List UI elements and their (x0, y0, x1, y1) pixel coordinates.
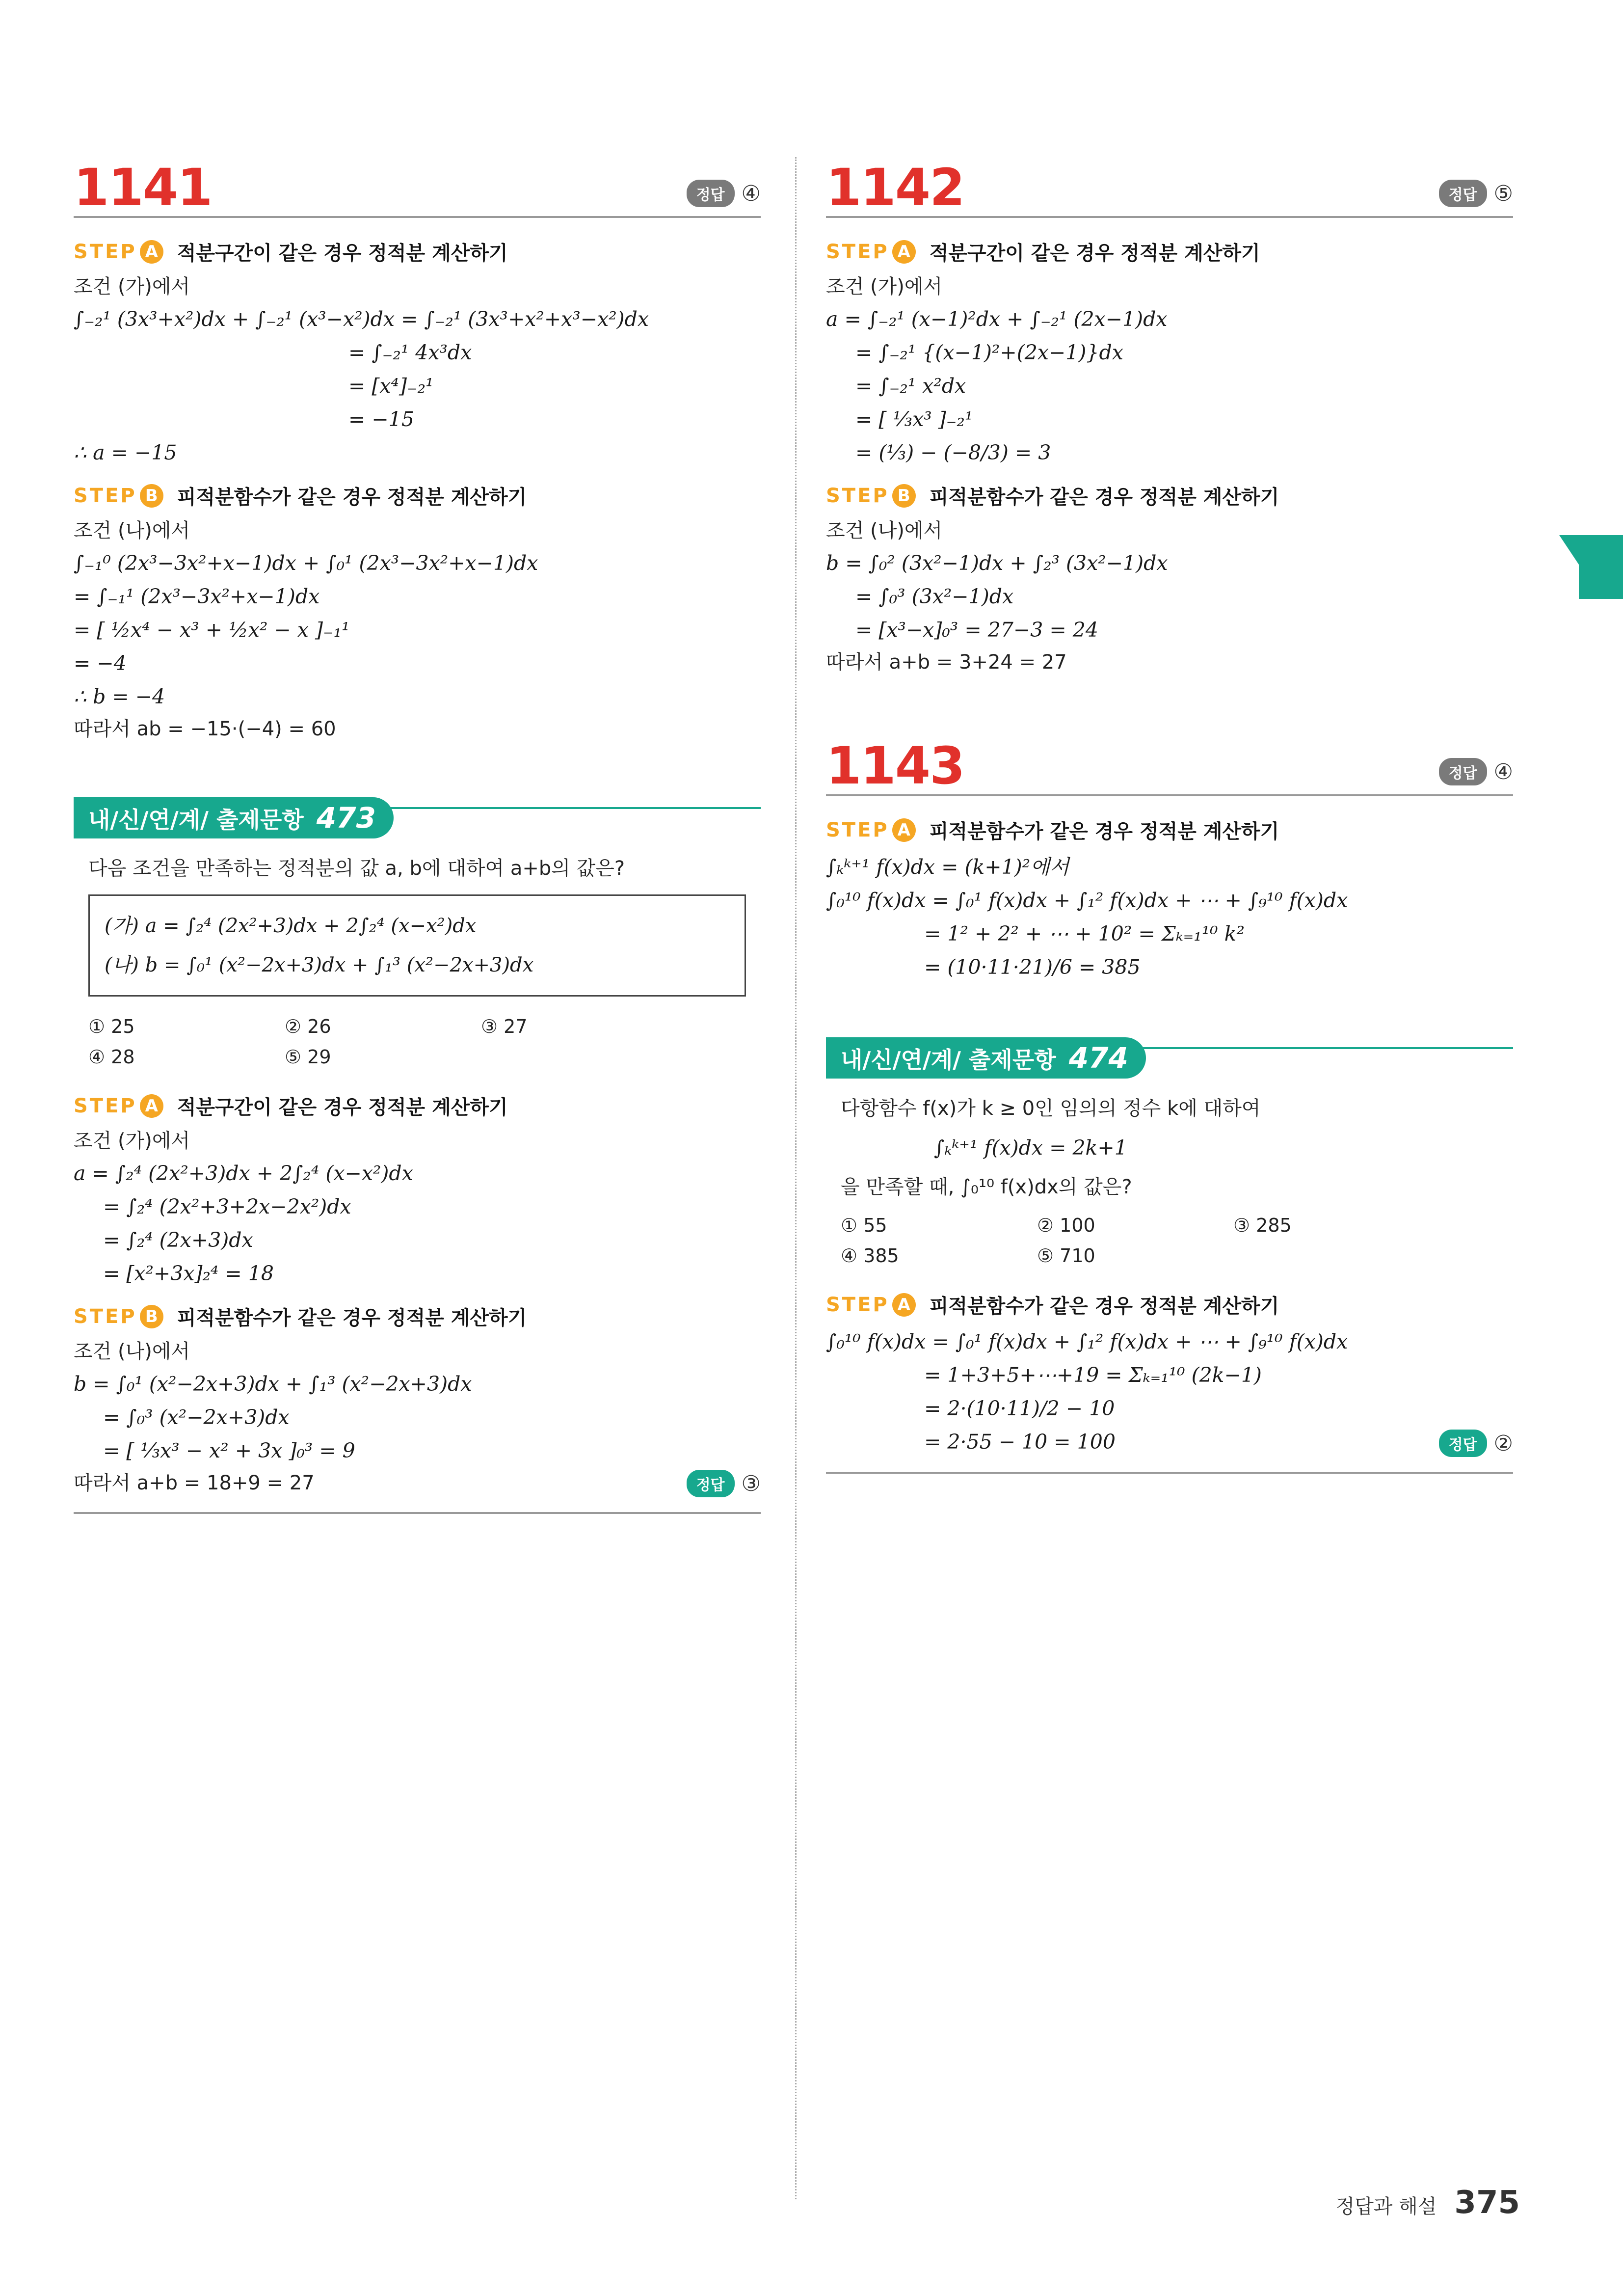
question-header-1143 (826, 730, 1513, 796)
step-letter-icon: B (140, 1305, 163, 1328)
math-intro: ∫ₖᵏ⁺¹ f(x)dx = (k+1)²에서 (826, 855, 1069, 879)
step-label: STEP (74, 240, 137, 263)
math-line: = ∫₂⁴ (2x²+3+2x−2x²)dx (103, 1195, 351, 1218)
step-letter-icon: A (140, 240, 163, 264)
math-line: = [x⁴]₋₂¹ (348, 374, 434, 398)
answer-tag (687, 180, 761, 207)
math-line: = ∫₂⁴ (2x+3)dx (103, 1228, 253, 1252)
step-letter-icon: B (892, 484, 916, 508)
choice-item: ① 55 (841, 1215, 887, 1236)
step-label: STEP (826, 1293, 889, 1316)
math-conclusion: ∴ a = −15 (74, 441, 177, 464)
condition-intro: 조건 (가)에서 (826, 275, 943, 298)
related-problem-banner (826, 1037, 1513, 1081)
step-label: STEP (74, 484, 137, 507)
math-line: ∫₋₂¹ (3x³+x²)dx + ∫₋₂¹ (x³−x²)dx = ∫₋₂¹ (3x³+x²+x³−x²)dx (74, 307, 649, 331)
math-line: = [x²+3x]₂⁴ = 18 (103, 1262, 274, 1285)
answer-badge: 정답 (1439, 758, 1487, 785)
question-number: 1143 (826, 736, 964, 796)
math-line: a = ∫₋₂¹ (x−1)²dx + ∫₋₂¹ (2x−1)dx (826, 307, 1168, 331)
math-line: = [x³−x]₀³ = 27−3 = 24 (855, 618, 1098, 642)
math-conclusion: ∴ b = −4 (74, 685, 165, 708)
step-label: STEP (826, 240, 889, 263)
final-answer-row (826, 1426, 1513, 1474)
step-a-heading (826, 816, 1513, 844)
banner-number: 473 (316, 801, 376, 835)
math-line: = ∫₋₂¹ 4x³dx (348, 341, 472, 364)
choice-item: ② 26 (285, 1016, 331, 1037)
math-line: = 1² + 2² + ⋯ + 10² = Σₖ₌₁¹⁰ k² (924, 922, 1245, 945)
banner-number: 474 (1068, 1041, 1128, 1075)
math-line: b = ∫₀¹ (x²−2x+3)dx + ∫₁³ (x²−2x+3)dx (74, 1372, 472, 1396)
choice-item: ① 25 (88, 1016, 135, 1037)
step-title: 적분구간이 같은 경우 정적분 계산하기 (177, 242, 508, 265)
condition-line: (나) b = ∫₀¹ (x²−2x+3)dx + ∫₁³ (x²−2x+3)dx (105, 954, 534, 976)
banner-label (826, 1037, 1146, 1079)
question-header-1142 (826, 152, 1513, 218)
chapter-tab (1579, 535, 1623, 599)
question-number: 1141 (74, 158, 212, 217)
answer-choices (88, 1011, 746, 1072)
answer-value: ④ (741, 181, 761, 206)
math-line: b = ∫₀² (3x²−1)dx + ∫₂³ (3x²−1)dx (826, 551, 1168, 575)
math-line: = 2·(10·11)/2 − 10 (924, 1397, 1115, 1420)
condition-intro: 조건 (나)에서 (74, 1340, 190, 1363)
step-a-heading (74, 1092, 761, 1120)
math-line: = 2·55 − 10 = 100 (924, 1430, 1116, 1454)
math-line: = ∫₋₂¹ x²dx (855, 374, 966, 398)
math-line: = [ ⅓x³ − x² + 3x ]₀³ = 9 (103, 1439, 355, 1462)
choice-item: ③ 27 (481, 1016, 528, 1037)
math-line: = ∫₀³ (3x²−1)dx (855, 585, 1014, 608)
left-column (74, 152, 761, 1514)
step-title: 적분구간이 같은 경우 정적분 계산하기 (177, 1096, 508, 1119)
right-column (826, 152, 1513, 1474)
step-title: 적분구간이 같은 경우 정적분 계산하기 (929, 242, 1260, 265)
math-line: a = ∫₂⁴ (2x²+3)dx + 2∫₂⁴ (x−x²)dx (74, 1162, 413, 1185)
step-title: 피적분함수가 같은 경우 정적분 계산하기 (177, 1307, 527, 1329)
page-footer (1335, 2185, 1520, 2221)
banner-text: 내/신/연/계/ 출제문항 (841, 1047, 1056, 1073)
step-letter-icon: A (892, 1293, 916, 1317)
choice-item: ⑤ 29 (285, 1046, 331, 1068)
math-line: = (10·11·21)/6 = 385 (924, 955, 1141, 979)
answer-value: ⑤ (1493, 181, 1513, 206)
condition-intro: 조건 (가)에서 (74, 275, 190, 298)
math-line: = [ ⅓x³ ]₋₂¹ (855, 407, 973, 431)
problem-statement-2: 을 만족할 때, ∫₀¹⁰ f(x)dx의 값은? (841, 1176, 1132, 1198)
step-title: 피적분함수가 같은 경우 정적분 계산하기 (929, 1295, 1279, 1318)
related-problem-banner (74, 797, 761, 841)
answer-badge: 정답 (687, 180, 735, 207)
final-answer-row (74, 1469, 761, 1514)
step-letter-icon: A (140, 1094, 163, 1118)
answer-value: ② (1493, 1431, 1513, 1456)
final-answer-text: 따라서 a+b = 3+24 = 27 (826, 651, 1067, 674)
math-line: ∫₀¹⁰ f(x)dx = ∫₀¹ f(x)dx + ∫₁² f(x)dx + ⋯ + ∫₉¹⁰ f(x)dx (826, 889, 1348, 912)
answer-tag (1439, 758, 1513, 785)
step-b-heading (826, 482, 1513, 510)
math-line: = (⅓) − (−8/3) = 3 (855, 441, 1051, 464)
answer-choices (841, 1210, 1498, 1271)
answer-badge: 정답 (1439, 1430, 1487, 1457)
step-title: 피적분함수가 같은 경우 정적분 계산하기 (929, 486, 1279, 509)
step-a-heading (826, 1291, 1513, 1319)
footer-label: 정답과 해설 (1335, 2195, 1437, 2218)
math-line: = 1+3+5+⋯+19 = Σₖ₌₁¹⁰ (2k−1) (924, 1363, 1262, 1387)
condition-intro: 조건 (나)에서 (74, 519, 190, 542)
math-line: ∫₀¹⁰ f(x)dx = ∫₀¹ f(x)dx + ∫₁² f(x)dx + ⋯ + ∫₉¹⁰ f(x)dx (826, 1330, 1348, 1353)
answer-value: ④ (1493, 759, 1513, 784)
math-line: = −4 (74, 651, 127, 675)
column-divider (795, 157, 797, 2199)
math-line: = −15 (348, 407, 414, 431)
condition-intro: 조건 (가)에서 (74, 1130, 190, 1152)
question-header-1141 (74, 152, 761, 218)
step-a-heading (74, 238, 761, 266)
question-number: 1142 (826, 158, 964, 217)
choice-item: ⑤ 710 (1037, 1245, 1095, 1267)
problem-statement: 다항함수 f(x)가 k ≥ 0인 임의의 정수 k에 대하여 (841, 1097, 1261, 1120)
banner-text: 내/신/연/계/ 출제문항 (88, 807, 304, 833)
step-title: 피적분함수가 같은 경우 정적분 계산하기 (929, 820, 1279, 843)
math-line: = ∫₋₁¹ (2x³−3x²+x−1)dx (74, 585, 320, 608)
math-line: ∫₋₁⁰ (2x³−3x²+x−1)dx + ∫₀¹ (2x³−3x²+x−1)dx (74, 551, 538, 575)
condition-intro: 조건 (나)에서 (826, 519, 943, 542)
answer-tag (1439, 180, 1513, 207)
banner-label (74, 797, 394, 838)
math-line: = ∫₋₂¹ {(x−1)²+(2x−1)}dx (855, 341, 1123, 364)
answer-tag (1439, 1430, 1513, 1457)
step-title: 피적분함수가 같은 경우 정적분 계산하기 (177, 486, 527, 509)
final-answer-text: 따라서 a+b = 18+9 = 27 (74, 1472, 315, 1494)
step-b-heading (74, 482, 761, 510)
step-b-heading (74, 1302, 761, 1330)
choice-item: ② 100 (1037, 1215, 1095, 1236)
math-line: = ∫₀³ (x²−2x+3)dx (103, 1405, 290, 1429)
step-letter-icon: A (892, 240, 916, 264)
step-letter-icon: A (892, 818, 916, 842)
step-a-heading (826, 238, 1513, 266)
given-equation: ∫ₖᵏ⁺¹ f(x)dx = 2k+1 (934, 1136, 1127, 1160)
answer-badge: 정답 (1439, 180, 1487, 207)
math-line: = [ ½x⁴ − x³ + ½x² − x ]₋₁¹ (74, 618, 350, 642)
condition-line: (가) a = ∫₂⁴ (2x²+3)dx + 2∫₂⁴ (x−x²)dx (105, 915, 477, 937)
condition-box (88, 894, 746, 997)
step-label: STEP (74, 1305, 137, 1328)
problem-statement: 다음 조건을 만족하는 정적분의 값 a, b에 대하여 a+b의 값은? (88, 857, 625, 880)
answer-tag (687, 1470, 761, 1497)
step-label: STEP (826, 818, 889, 841)
answer-badge: 정답 (687, 1470, 735, 1497)
step-label: STEP (74, 1094, 137, 1117)
choice-item: ④ 385 (841, 1245, 899, 1267)
choice-item: ③ 285 (1233, 1215, 1292, 1236)
choice-item: ④ 28 (88, 1046, 135, 1068)
step-letter-icon: B (140, 484, 163, 508)
answer-value: ③ (741, 1471, 761, 1496)
final-answer-text: 따라서 ab = −15·(−4) = 60 (74, 718, 336, 740)
page-number: 375 (1454, 2185, 1520, 2221)
step-label: STEP (826, 484, 889, 507)
